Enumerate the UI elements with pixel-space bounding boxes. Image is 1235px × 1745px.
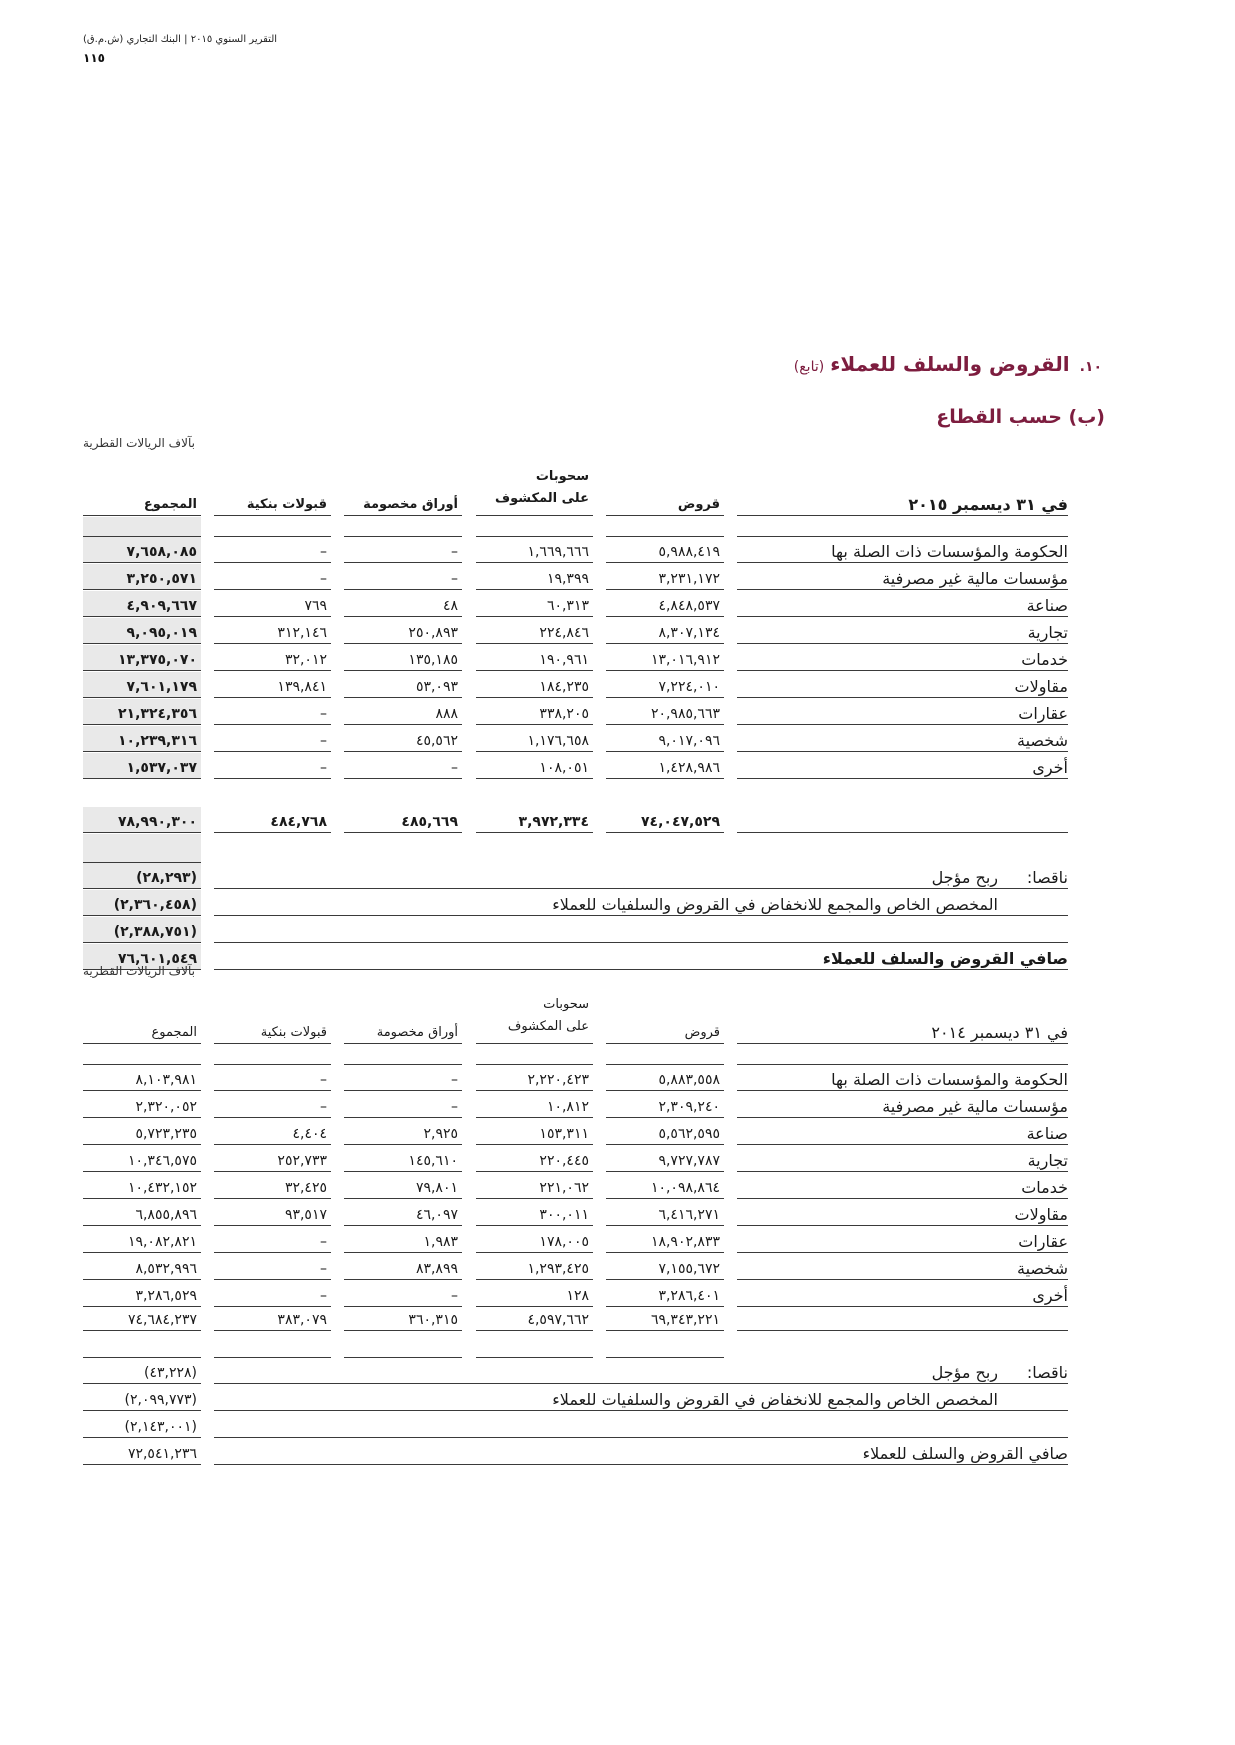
cell-label: تجارية [737, 1146, 1068, 1172]
deferred-profit-label: ربح مؤجل [931, 868, 998, 887]
cell-total: ٥,٧٢٣,٢٣٥ [83, 1119, 201, 1145]
col-acceptances: قبولات بنكية [260, 1025, 327, 1040]
total-acceptances: ٣٨٣,٠٧٩ [214, 1305, 331, 1331]
net-row [83, 1439, 1068, 1466]
net-row [83, 944, 1068, 971]
net-label: صافي القروض والسلف للعملاء [862, 1444, 1068, 1463]
cell-loans: ٧,١٥٥,٦٧٢ [606, 1254, 724, 1280]
cell-total: ١٣,٣٧٥,٠٧٠ [83, 645, 201, 671]
cell-loans: ٩,٧٢٧,٧٨٧ [606, 1146, 724, 1172]
cell-loans: ١٨,٩٠٢,٨٣٣ [606, 1227, 724, 1253]
cell-bills: – [344, 564, 462, 590]
cell-bills: ٤٦,٠٩٧ [344, 1200, 462, 1226]
cell-label: مؤسسات مالية غير مصرفية [737, 1092, 1068, 1118]
table-row [83, 1065, 1068, 1092]
cell-overdrafts: ١,٢٩٣,٤٢٥ [476, 1254, 593, 1280]
total-loans: ٦٩,٣٤٣,٢٢١ [606, 1305, 724, 1331]
cell-bills: ١٣٥,١٨٥ [344, 645, 462, 671]
deferred-profit-row [83, 863, 1068, 890]
cell-label: مقاولات [737, 672, 1068, 698]
less-label: ناقصا: [1026, 1363, 1068, 1382]
cell-loans: ٤,٨٤٨,٥٣٧ [606, 591, 724, 617]
cell-label: مقاولات [737, 1200, 1068, 1226]
section-title [794, 352, 1106, 382]
deferred-profit-value: (٤٣,٢٢٨) [83, 1358, 201, 1384]
cell-total: ١٠,٢٣٩,٣١٦ [83, 726, 201, 752]
table-row [83, 537, 1068, 564]
impairment-label: المخصص الخاص والمجمع للانخفاض في القروض والسلفيات للعملاء [552, 895, 998, 914]
deductions-total-value: (٢,١٤٣,٠٠١) [83, 1412, 201, 1438]
impairment-row [83, 1385, 1068, 1412]
table-row [83, 1227, 1068, 1254]
col-total: المجموع [151, 1025, 197, 1040]
table-row [83, 1281, 1068, 1308]
cell-loans: ١٣,٠١٦,٩١٢ [606, 645, 724, 671]
cell-total: ٧,٦٠١,١٧٩ [83, 672, 201, 698]
deferred-profit-row [83, 1358, 1068, 1385]
cell-overdrafts: ٢٢٤,٨٤٦ [476, 618, 593, 644]
cell-acceptances: ٣٢,٠١٢ [214, 645, 331, 671]
net-value: ٧٢,٥٤١,٢٣٦ [83, 1439, 201, 1465]
cell-bills: ٨٨٨ [344, 699, 462, 725]
cell-overdrafts: ٢٢١,٠٦٢ [476, 1173, 593, 1199]
net-label: صافي القروض والسلف للعملاء [822, 949, 1068, 968]
cell-overdrafts: ١٧٨,٠٠٥ [476, 1227, 593, 1253]
col-bills: أوراق مخصومة [363, 497, 458, 512]
cell-acceptances: – [214, 1227, 331, 1253]
cell-bills: ٢٥٠,٨٩٣ [344, 618, 462, 644]
cell-loans: ٧,٢٢٤,٠١٠ [606, 672, 724, 698]
total-overdrafts: ٤,٥٩٧,٦٦٢ [476, 1305, 593, 1331]
cell-bills: – [344, 537, 462, 563]
total-bills: ٣٦٠,٣١٥ [344, 1305, 462, 1331]
col-loans: قروض [677, 497, 720, 512]
impairment-row [83, 890, 1068, 917]
spacer-row [83, 1045, 1068, 1065]
cell-label: شخصية [737, 726, 1068, 752]
cell-bills: – [344, 1065, 462, 1091]
cell-total: ٢,٣٢٠,٠٥٢ [83, 1092, 201, 1118]
cell-loans: ١,٤٢٨,٩٨٦ [606, 753, 724, 779]
cell-acceptances: – [214, 699, 331, 725]
cell-overdrafts: ٢,٢٢٠,٤٢٣ [476, 1065, 593, 1091]
col-overdrafts-1: سحوبات [543, 997, 589, 1012]
cell-total: ١٠,٤٣٢,١٥٢ [83, 1173, 201, 1199]
total-total: ٧٨,٩٩٠,٣٠٠ [83, 807, 201, 833]
cell-bills: ٨٣,٨٩٩ [344, 1254, 462, 1280]
cell-label: أخرى [737, 1281, 1068, 1307]
cell-label: خدمات [737, 645, 1068, 671]
total-loans: ٧٤,٠٤٧,٥٢٩ [606, 807, 724, 833]
column-header-row [83, 462, 1068, 517]
cell-bills: ٥٣,٠٩٣ [344, 672, 462, 698]
col-total: المجموع [143, 497, 197, 512]
deferred-profit-label: ربح مؤجل [931, 1363, 998, 1382]
cell-acceptances: – [214, 1254, 331, 1280]
cell-overdrafts: ١,٦٦٩,٦٦٦ [476, 537, 593, 563]
cell-total: ٢١,٣٢٤,٣٥٦ [83, 699, 201, 725]
total-acceptances: ٤٨٤,٧٦٨ [214, 807, 331, 833]
cell-total: ٣,٢٨٦,٥٢٩ [83, 1281, 201, 1307]
cell-acceptances: – [214, 537, 331, 563]
cell-bills: ٢,٩٢٥ [344, 1119, 462, 1145]
cell-total: ٤,٩٠٩,٦٦٧ [83, 591, 201, 617]
cell-total: ١٠,٣٤٦,٥٧٥ [83, 1146, 201, 1172]
deductions-total-row [83, 1412, 1068, 1439]
cell-overdrafts: ١٩,٣٩٩ [476, 564, 593, 590]
table-row [83, 672, 1068, 699]
cell-overdrafts: ١٠٨,٠٥١ [476, 753, 593, 779]
net-value: ٧٦,٦٠١,٥٤٩ [83, 944, 201, 970]
table-row [83, 1200, 1068, 1227]
table-row [83, 1173, 1068, 1200]
total-row [83, 1305, 1068, 1332]
total-overdrafts: ٣,٩٧٢,٣٣٤ [476, 807, 593, 833]
cell-acceptances: ٣١٢,١٤٦ [214, 618, 331, 644]
cell-acceptances: – [214, 1092, 331, 1118]
table-row [83, 591, 1068, 618]
cell-label: مؤسسات مالية غير مصرفية [737, 564, 1068, 590]
cell-total: ٦,٨٥٥,٨٩٦ [83, 1200, 201, 1226]
cell-bills: ٤٨ [344, 591, 462, 617]
cell-acceptances: ٧٦٩ [214, 591, 331, 617]
cell-acceptances: ١٣٩,٨٤١ [214, 672, 331, 698]
cell-loans: ٥,٩٨٨,٤١٩ [606, 537, 724, 563]
cell-acceptances: – [214, 1065, 331, 1091]
cell-loans: ٣,٢٣١,١٧٢ [606, 564, 724, 590]
cell-overdrafts: ١٨٤,٢٣٥ [476, 672, 593, 698]
cell-acceptances: ٣٢,٤٢٥ [214, 1173, 331, 1199]
section-subtitle: (ب) حسب القطاع [936, 406, 1105, 428]
page-number: ١١٥ [83, 51, 105, 65]
cell-total: ١,٥٣٧,٠٣٧ [83, 753, 201, 779]
cell-bills: – [344, 1281, 462, 1307]
col-overdrafts-1: سحوبات [535, 469, 589, 484]
cell-loans: ٢٠,٩٨٥,٦٦٣ [606, 699, 724, 725]
impairment-value: (٢,٠٩٩,٧٧٣) [83, 1385, 201, 1411]
cell-loans: ٣,٢٨٦,٤٠١ [606, 1281, 724, 1307]
cell-overdrafts: ٣٠٠,٠١١ [476, 1200, 593, 1226]
cell-bills: – [344, 753, 462, 779]
cell-overdrafts: ٢٢٠,٤٤٥ [476, 1146, 593, 1172]
cell-label: أخرى [737, 753, 1068, 779]
table-row [83, 564, 1068, 591]
cell-label: الحكومة والمؤسسات ذات الصلة بها [737, 1065, 1068, 1091]
cell-label: صناعة [737, 591, 1068, 617]
report-title: التقرير السنوي ٢٠١٥ | البنك التجاري (ش.م.ق) [83, 34, 278, 45]
cell-total: ٧,٦٥٨,٠٨٥ [83, 537, 201, 563]
gap-row [83, 1332, 1068, 1358]
cell-overdrafts: ١,١٧٦,٦٥٨ [476, 726, 593, 752]
gap-row [83, 834, 1068, 863]
unit-note: بآلاف الريالات القطرية [83, 436, 195, 450]
impairment-value: (٢,٣٦٠,٤٥٨) [83, 890, 201, 916]
cell-loans: ٢,٣٠٩,٢٤٠ [606, 1092, 724, 1118]
table-row [83, 1146, 1068, 1173]
deductions-total-row [83, 917, 1068, 944]
deductions-total-value: (٢,٣٨٨,٧٥١) [83, 917, 201, 943]
impairment-label: المخصص الخاص والمجمع للانخفاض في القروض والسلفيات للعملاء [552, 1390, 998, 1409]
cell-overdrafts: ١٢٨ [476, 1281, 593, 1307]
cell-bills: ٧٩,٨٠١ [344, 1173, 462, 1199]
cell-overdrafts: ١٩٠,٩٦١ [476, 645, 593, 671]
cell-loans: ٩,٠١٧,٠٩٦ [606, 726, 724, 752]
total-row [83, 807, 1068, 834]
table-row [83, 618, 1068, 645]
cell-loans: ١٠,٠٩٨,٨٦٤ [606, 1173, 724, 1199]
cell-acceptances: – [214, 753, 331, 779]
cell-total: ٣,٢٥٠,٥٧١ [83, 564, 201, 590]
cell-label: تجارية [737, 618, 1068, 644]
cell-label: عقارات [737, 699, 1068, 725]
unit-note: بآلاف الريالات القطرية [83, 964, 195, 978]
cell-loans: ٥,٨٨٣,٥٥٨ [606, 1065, 724, 1091]
total-bills: ٤٨٥,٦٦٩ [344, 807, 462, 833]
cell-bills: ٤٥,٥٦٢ [344, 726, 462, 752]
col-bills: أوراق مخصومة [376, 1025, 458, 1040]
table-row [83, 699, 1068, 726]
cell-label: عقارات [737, 1227, 1068, 1253]
cell-loans: ٥,٥٦٢,٥٩٥ [606, 1119, 724, 1145]
section-title-text: القروض والسلف للعملاء [830, 352, 1070, 376]
table-row [83, 1092, 1068, 1119]
table-row [83, 645, 1068, 672]
cell-overdrafts: ٦٠,٣١٣ [476, 591, 593, 617]
col-overdrafts-2: على المكشوف [495, 491, 589, 506]
spacer-row [83, 517, 1068, 537]
table-row [83, 1254, 1068, 1281]
cell-overdrafts: ١٠,٨١٢ [476, 1092, 593, 1118]
cell-acceptances: ٤,٤٠٤ [214, 1119, 331, 1145]
cell-label: شخصية [737, 1254, 1068, 1280]
cell-loans: ٨,٣٠٧,١٣٤ [606, 618, 724, 644]
cell-acceptances: ٢٥٢,٧٣٣ [214, 1146, 331, 1172]
period-label: في ٣١ ديسمبر ٢٠١٤ [931, 1023, 1068, 1042]
cell-acceptances: – [214, 1281, 331, 1307]
cell-total: ٩,٠٩٥,٠١٩ [83, 618, 201, 644]
col-overdrafts-2: على المكشوف [507, 1019, 589, 1034]
table-row [83, 726, 1068, 753]
cell-loans: ٦,٤١٦,٢٧١ [606, 1200, 724, 1226]
table-row [83, 753, 1068, 780]
cell-label: خدمات [737, 1173, 1068, 1199]
cell-total: ١٩,٠٨٢,٨٢١ [83, 1227, 201, 1253]
deferred-profit-value: (٢٨,٢٩٣) [83, 863, 201, 889]
period-label: في ٣١ ديسمبر ٢٠١٥ [908, 495, 1068, 514]
table-row [83, 1119, 1068, 1146]
section-number: ١٠. [1079, 359, 1102, 375]
section-continued: (تابع) [793, 359, 825, 375]
cell-bills: ١,٩٨٣ [344, 1227, 462, 1253]
column-header-row [83, 990, 1068, 1045]
cell-bills: – [344, 1092, 462, 1118]
total-total: ٧٤,٦٨٤,٢٣٧ [83, 1305, 201, 1331]
col-loans: قروض [684, 1025, 720, 1040]
col-acceptances: قبولات بنكية [246, 497, 327, 512]
cell-overdrafts: ١٥٣,٣١١ [476, 1119, 593, 1145]
cell-acceptances: – [214, 726, 331, 752]
page-header [83, 34, 277, 65]
less-label: ناقصا: [1026, 868, 1068, 887]
cell-total: ٨,٥٣٢,٩٩٦ [83, 1254, 201, 1280]
cell-label: صناعة [737, 1119, 1068, 1145]
cell-acceptances: – [214, 564, 331, 590]
cell-label: الحكومة والمؤسسات ذات الصلة بها [737, 537, 1068, 563]
cell-overdrafts: ٣٣٨,٢٠٥ [476, 699, 593, 725]
cell-bills: ١٤٥,٦١٠ [344, 1146, 462, 1172]
cell-total: ٨,١٠٣,٩٨١ [83, 1065, 201, 1091]
cell-acceptances: ٩٣,٥١٧ [214, 1200, 331, 1226]
